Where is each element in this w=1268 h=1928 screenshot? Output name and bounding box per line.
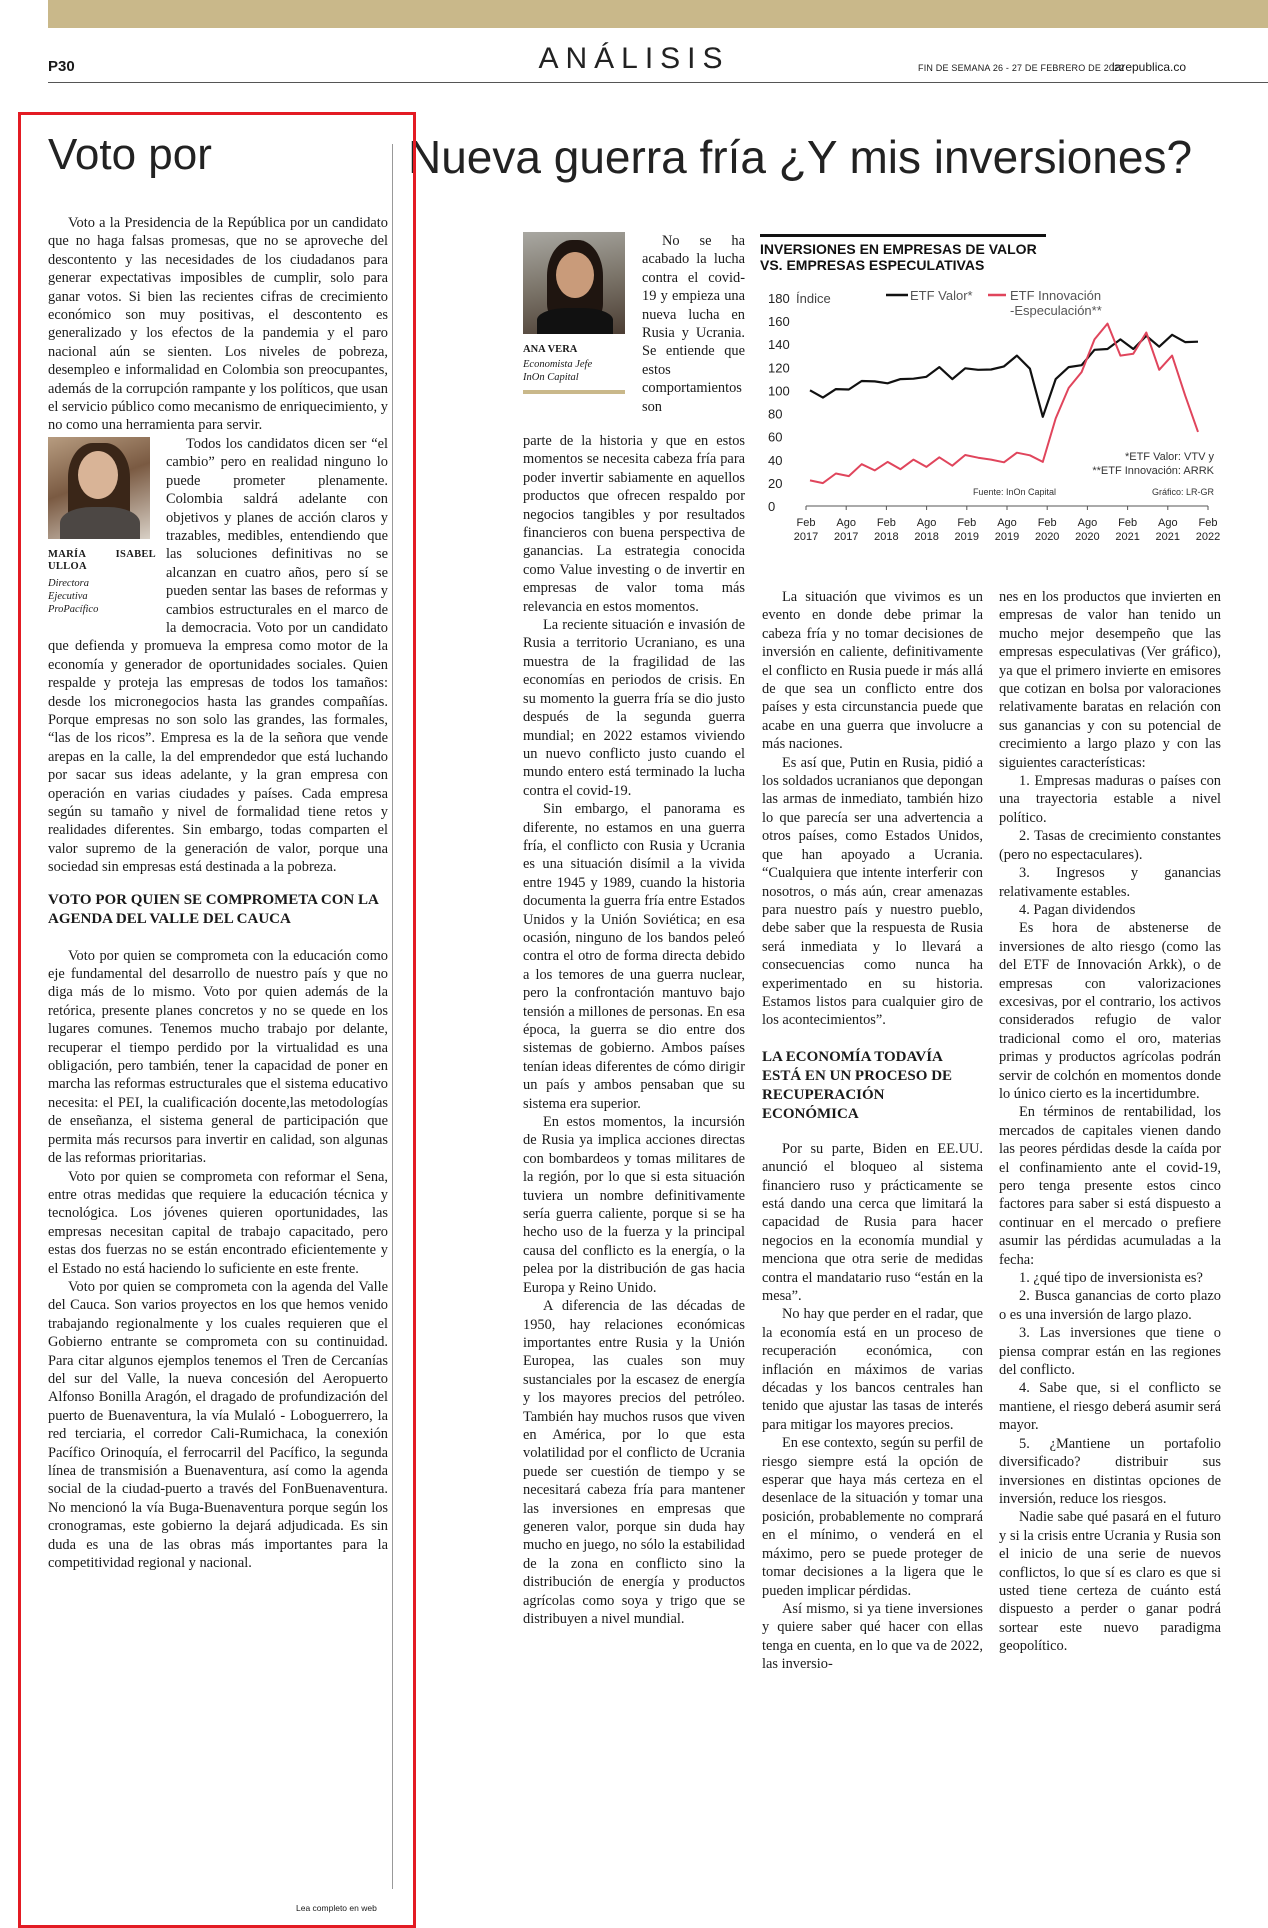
paragraph: En términos de rentabilidad, los mercados de capitales vienen dando las peores pérdidas desde la caída por el confinamiento ante el covid-19, pero tenga presente estos cinco factores para saber si está dispuesto a continuar en el mercado o prefiere asumir las pérdidas acumuladas a la fecha: [999,1104,1221,1268]
left-article-body [48,214,388,1572]
right-article-col4 [999,588,1221,1656]
chart-credit: Gráfico: LR-GR [1151,487,1214,497]
main-headline: Nueva guerra fría ¿Y mis inversiones? [408,131,1193,183]
header-rule [48,82,1268,83]
chart-footnote: **ETF Innovación: ARRK [1092,465,1214,477]
list-item: 2. Busca ganancias de corto plazo o es una inversión de largo plazo. [999,1288,1221,1323]
author-name-2: ANA VERA [523,344,578,355]
author-rule [523,390,625,394]
chart-title: INVERSIONES EN EMPRESAS DE VALOR VS. EMPRESAS ESPECULATIVAS [760,241,1037,273]
paragraph: parte de la historia y que en estos momentos se necesita cabeza fría para poder invertir sabiamente en aquellos productos que ofrecen respaldo por negocios tangibles y por resultados financieros con buena perspectiva de ganancias. La estrategia conocida como Value investing o de invertir en empresas de valor toma más relevancia en estos momentos. [523,433,745,615]
list-item: 2. Tasas de crecimiento constantes (pero no espectaculares). [999,828,1221,863]
paragraph: Es así que, Putin en Rusia, pidió a los soldados ucranianos que depongan las armas de inmediato, también hizo lo que parecía ser una advertencia a otros países, como Estados Unidos, que han apoyado a Ucrania. “Cualquiera que intente interferir con nosotros, o más aún, crear amenazas para nuestro país y nuestro pueblo, debe saber que la respuesta de Rusia será inmediata y lo llevará a consecuencias como nunca ha experimentado en su historia. Estamos listos para cualquier giro de los acontecimientos”. [762,754,983,1029]
paragraph: Voto por quien se comprometa con la agenda del Valle del Cauca. Son varios proyectos en los que hemos venido trabajando regionalmente y los cuales requieren que el Gobierno entrante se comprometa con su continuidad. Para citar algunos ejemplos tenemos el Tren de Cercanías del sur del Valle, la nueva concesión del Aeropuerto Alfonso Bonilla Aragón, el dragado de profundización del puerto de Buenaventura, la vía Mulaló - Loboguerrero, la red terciaria, el corredor Cali-Rumichaca, la conexión Pacífico Orinoquía, el ferrocarril del Pacífico, la segunda línea de transmisión a Buenaventura, así como la agenda social de la ciudad-puerto a través del FonBuenaventura. No mencionó la vía Buga-Buenaventura porque según los cronogramas, este gobierno la dejará adjudicada. Es sin duda es una de las obras más importantes para la competitividad regional y nacional. [48,1278,388,1572]
author-photo-2 [523,232,625,334]
dateline: FIN DE SEMANA 26 - 27 DE FEBRERO DE 2022 [918,63,1125,73]
paragraph: Es hora de abstenerse de inversiones de alto riesgo (como las del ETF de Innovación Arkk), o de empresas con valorizaciones excesivas, por el contrario, los activos considerados refugio de valor tradicional como el oro, materias primas y productos agrícolas podrán servir de colchón en momentos donde lo único cierto es la incertidumbre. [999,920,1221,1102]
x-tick-label: 2021 [1115,531,1140,543]
y-axis-label: Índice [796,291,831,306]
paragraph: En ese contexto, según su perfil de riesgo siempre está la opción de esperar que haya más certeza en el desenlace de la situación y tomar una posición, probablemente no comprará en el mínimo, o venderá en el máximo, pero se puede proteger de tomar decisiones a la ligera que le pueden implicar pérdidas. [762,1435,983,1599]
chart-plot [760,282,1222,604]
x-tick-label: Feb [796,517,816,529]
x-tick-label: 2021 [1155,531,1181,543]
y-tick-label: 100 [768,383,790,399]
paragraph: Sin embargo, el panorama es diferente, no estamos en una guerra fría, el conflicto con Rusia y Ucrania es una situación disímil a la vivida entre 1945 y 1989, cuando la historia documenta la guerra fría entre Estados Unidos y la Unión Soviética; en esa ocasión, ninguno de los bandos peleó contra el otro de forma directa debido a los temores de una guerra nuclear, pero la confrontación mantuvo bajo tensión a millones de personas. En esa época, la guerra se dio entre dos sistemas de gobierno. Ambos países tenían ideas diferentes de cómo dirigir un país y ambos pensaban que su sistema era superior. [523,801,745,1112]
list-item: 1. ¿qué tipo de inversionista es? [1019,1270,1203,1287]
x-tick-label: 2017 [793,531,819,543]
x-tick-label: 2017 [833,531,859,543]
y-tick-label: 0 [768,499,776,514]
x-tick-label: 2019 [954,531,980,543]
x-tick-label: 2018 [874,531,899,543]
paragraph: Voto por quien se comprometa con la educación como eje fundamental del desarrollo de nuestro país y que no diga más de lo mismo. Voto por quien además de la retórica, presente planes concretos y no se quede en los lugares comunes. Tenemos mucho trabajo por delante, recuperar el tiempo perdido por la virtualidad es una obligación, pero también, tener la capacidad de poner en marcha las reformas estructurales que el sistema educativo necesita: el PEI, la cualificación docente,las metodologías de enseñanza, el sistema general de participación que permita más recursos para invertir en calidad, son algunas de las reformas prioritarias. [48,947,388,1167]
right-article-col2 [523,432,745,1628]
paragraph: Voto a la Presidencia de la República por un candidato que no haga falsas promesas, que no se aproveche del descontento y las necesidades de los ciudadanos para generar expectativas imposibles de cumplir, solo para ganar votos. Si bien las recientes cifras de crecimiento económico son muy positivas, el descontento es generalizado y los efectos de la pandemia y el paro nacional aún se sienten. Los niveles de pobreza, desempleo e informalidad en Colombia son preocupantes, además de la corrupción rampante y los políticos, que usan el servicio público como mecanismo de enriquecimiento, y no como una herramienta para servir. [48,215,388,434]
x-tick-label: 2022 [1195,531,1221,543]
chart-title-rule [760,234,1046,237]
y-tick-label: 60 [768,429,783,445]
column-divider [392,144,393,1889]
y-tick-label: 140 [768,337,790,353]
x-tick-label: Ago [1077,517,1098,529]
author-photo [48,437,150,539]
site-url[interactable]: larepublica.co [1112,60,1187,74]
paragraph: Nadie sabe qué pasará en el futuro y si la crisis entre Ucrania y Rusia son el inicio de una serie de nuevos conflictos, lo que sí es claro es que si usted tiene certeza de cuánto está dispuesto a perder o ganar podrá sortear este nuevo paradigma geopolítico. [999,1509,1221,1655]
paragraph: Voto por quien se comprometa con reformar el Sena, entre otras medidas que requiere la educación técnica y tecnológica. Los jóvenes quieren oportunidades, las empresas necesitan capital de trabajo capacitado, pero estas dos fuerzas no se están encontrado eficientemente y el Estado no está haciendo lo suficiente en este frente. [48,1168,388,1277]
page-number: P30 [48,58,75,75]
author-box [48,437,156,616]
list-item: 5. ¿Mantiene un portafolio diversificado? distribuir sus inversiones en distintas opciones de inversión, reduce los riesgos. [999,1435,1221,1507]
paragraph: No hay que perder en el radar, que la economía está en un proceso de recuperación económica, con inflación en máximos de varias décadas y los bancos centrales han tenido que ajustar las tasas de interés para mitigar los mayores precios. [762,1306,983,1433]
legend-label-innovacion: ETF Innovación [1010,288,1102,303]
paragraph: Todos los candidatos dicen ser “el cambio” pero en realidad ninguno lo puede prometer plenamente. Colombia saldrá adelante con objetivos y planes de acción claros y trazables, medibles, entendiendo que las soluciones definitivas no se alcanzan en cuatro años, pero sí se pueden sentar las bases de reformas y cambios estructurales en el marco de la democracia. Voto por un candidato que defienda y promueva la empresa como motor de la economía y generador de oportunidades sociales. Quien respalde y proteja las empresas de todos los tamaños: desde los micronegocios hasta las grandes compañías. Porque empresas no son solo las grandes, las formales, “las de los ricos”. Empresa es la de la señora que vende arepas en la calle, la del emprendedor que está luchando por sacar sus ideas adelante, y la gran empresa con operación en varias ciudades y países. Cada empresa según su tamaño y nivel de formalidad tiene retos y realidades diferentes. Sin embargo, todas comparten el valor supremo de la generación de valor, porque una sociedad sin empresas está destinada a la pobreza. [48,435,388,876]
x-tick-label: Feb [957,517,977,529]
left-headline: Voto por [48,130,212,179]
paragraph: En estos momentos, la incursión de Rusia ya implica acciones directas con bombardeos y tomas militares de la región, por lo que si esta situación tuviera un nombre definitivamente sería guerra caliente, porque si se ha hecho uso de la fuerza y la principal causa del conflicto es la energía, o la pelea por la distribución de gas hacia Europa y Reino Unido. [523,1114,745,1296]
list-item: 1. Empresas maduras o países con una trayectoria estable a nivel político. [999,773,1221,826]
paragraph: Por su parte, Biden en EE.UU. anunció el bloqueo al sistema financiero ruso y prácticamente se está dando una cerca que limitará la capacidad de Rusia para hacer negocios en la economía mundial y menciona que otra serie de medidas contra el mandatario ruso “están en la mesa”. [762,1140,983,1304]
x-tick-label: 2018 [914,531,939,543]
paragraph: A diferencia de las décadas de 1950, hay relaciones económicas importantes entre Rusia y la Unión Europea, las cuales son muy sustanciales por la escasez de energía y los mayores precios del petróleo. También hay muchos rusos que viven en América, por lo que esta volatilidad por el conflicto de Ucrania puede ser cuestión de tiempo y se necesitará cabeza fría para mantener las inversiones en empresas que generen valor, porque sin duda hay mucho en juego, no sólo la estabilidad de la zona en conflicto sino la distribución de energía y productos agrícolas como soya y trigo que se distribuyen a nivel mundial. [523,1298,745,1627]
y-tick-label: 120 [768,360,790,376]
read-more-link[interactable]: Lea completo en web [296,1903,377,1913]
legend-label-valor: ETF Valor* [910,288,973,303]
x-tick-label: 2020 [1034,531,1060,543]
y-tick-label: 80 [768,406,783,422]
y-tick-label: 40 [768,452,783,468]
paragraph: La reciente situación e invasión de Rusia a territorio Ucraniano, es una muestra de la fragilidad de las economías en periodos de crisis. En su momento la guerra fría se dio justo después de la segunda guerra mundial; en 2022 estamos viviendo un nuevo conflicto justo cuando el mundo entero está terminado la lucha contra el covid-19. [523,617,745,799]
x-tick-label: Feb [1037,517,1057,529]
x-tick-label: Feb [876,517,896,529]
list-item: 4. Pagan dividendos [1019,901,1136,918]
author-box-2 [523,232,639,394]
x-tick-label: Ago [1158,517,1178,529]
paragraph: Así mismo, si ya tiene inversiones y quiere saber qué hacer con ellas tenga en cuenta, en lo que va de 2022, las inversio- [762,1600,983,1673]
paragraph: La situación que vivimos es un evento en donde debe primar la cabeza fría y no tomar decisiones de inversión en caliente, definitivamente el conflicto en Rusia puede ir más allá de que sea un conflicto entre dos países y esta circunstancia puede que acabe en una guerra que involucre a más naciones. [762,589,983,753]
section-title: ANÁLISIS [538,42,730,75]
chart-footnote: *ETF Valor: VTV y [1124,451,1214,463]
list-item: 3. Ingresos y ganancias relativamente estables. [999,865,1221,900]
y-tick-label: 160 [768,314,790,330]
subheading: VOTO POR QUIEN SE COMPROMETA CON LA AGENDA DEL VALLE DEL CAUCA [48,891,379,927]
x-tick-label: Ago [836,517,856,529]
series-line-valor [810,335,1198,417]
list-item: 4. Sabe que, si el conflicto se mantiene, el riesgo deberá asumir será mayor. [999,1380,1221,1434]
lead-paragraph: No se ha acabado la lucha contra el covid-19 y empieza una nueva lucha en Rusia y Ucrania. Se entiende que estos comportamientos son [642,233,745,415]
list-item: 3. Las inversiones que tiene o piensa comprar están en las regiones del conflicto. [999,1325,1221,1379]
subheading: LA ECONOMÍA TODAVÍA ESTÁ EN UN PROCESO DE RECUPERACIÓN ECONÓMICA [762,1048,953,1122]
x-tick-label: 2019 [994,531,1020,543]
author-name: MARÍA ISABEL ULLOA [48,548,156,572]
author-role: Directora Ejecutiva ProPacífico [48,577,99,615]
y-tick-label: 20 [768,475,783,491]
top-color-band [48,0,1268,28]
y-tick-label: 180 [768,291,790,306]
chart-source: Fuente: InOn Capital [972,487,1056,497]
right-article-col3 [762,588,983,1674]
x-tick-label: Feb [1198,517,1218,529]
x-tick-label: Ago [916,517,937,529]
legend-label-innovacion-2: -Especulación** [1010,303,1102,318]
x-tick-label: Feb [1118,517,1138,529]
paragraph: nes en los productos que invierten en empresas de valor han tenido un mucho mejor desempeño que las empresas especulativas (Ver gráfico), ya que el primero invierte en emisores que cotizan en bolsa por valoraciones relativamente baratas en relación con sus ganancias y con su potencial de crecimiento a largo plazo y con las siguientes características: [999,589,1221,771]
chart [760,234,1222,604]
x-tick-label: 2020 [1075,531,1100,543]
x-tick-label: Ago [997,517,1017,529]
author-role-2: Economista Jefe InOn Capital [523,359,593,383]
